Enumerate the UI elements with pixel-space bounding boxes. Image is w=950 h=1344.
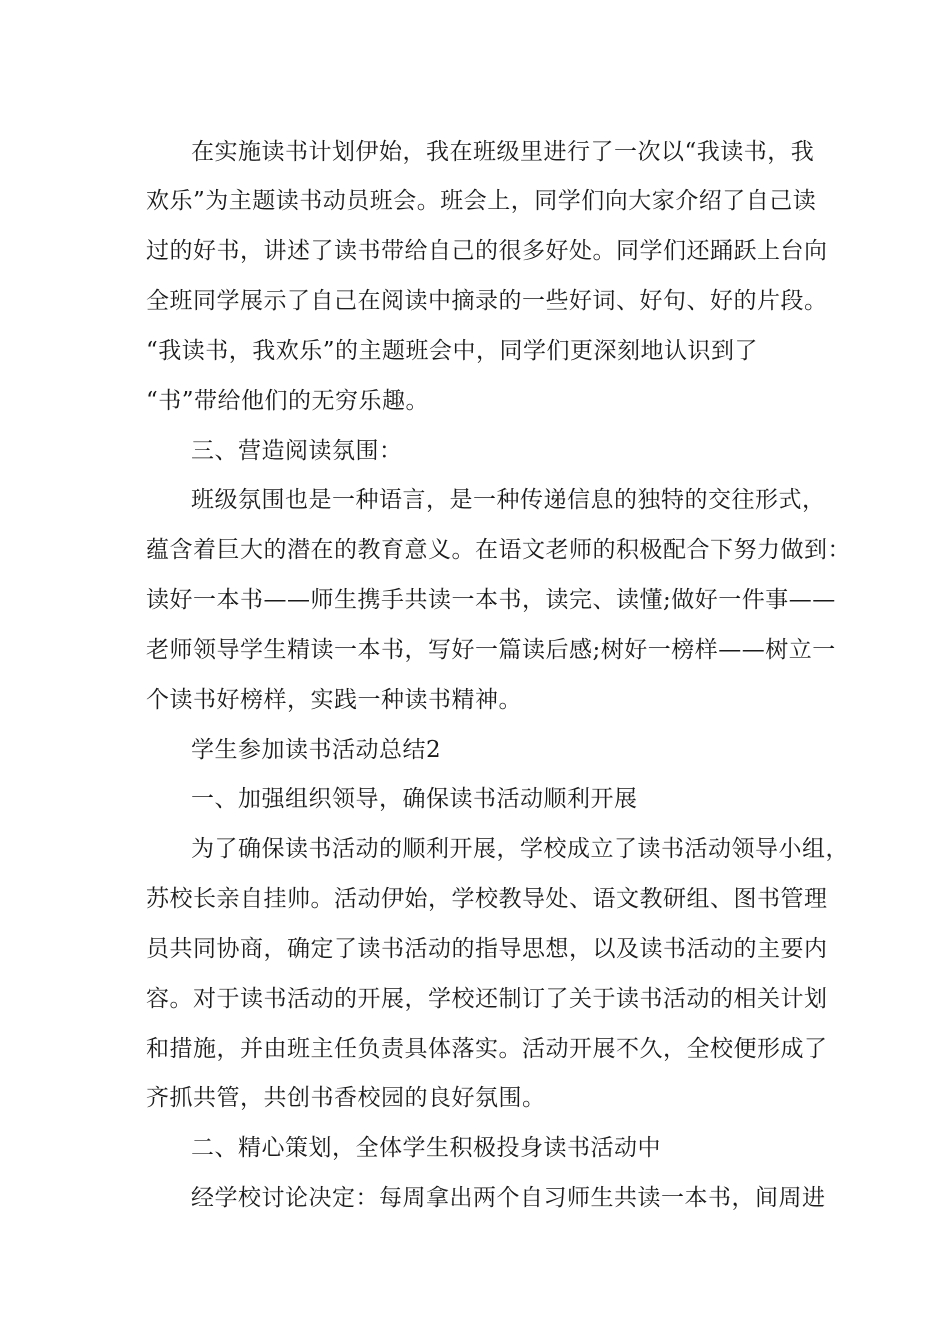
paragraph-line: 过的好书，讲述了读书带给自己的很多好处。同学们还踊跃上台向: [146, 238, 828, 264]
section-heading: 一、加强组织领导，确保读书活动顺利开展: [191, 786, 638, 812]
paragraph-line: 和措施，并由班主任负责具体落实。活动开展不久，全校便形成了: [146, 1036, 828, 1062]
paragraph-line: 经学校讨论决定：每周拿出两个自习师生共读一本书，间周进: [191, 1185, 826, 1211]
paragraph-line: 齐抓共管，共创书香校园的良好氛围。: [146, 1085, 546, 1111]
section-heading: 三、营造阅读氛围：: [191, 438, 403, 464]
paragraph-line: 读好一本书——师生携手共读一本书，读完、读懂;做好一件事——: [146, 587, 836, 613]
paragraph-line: 蕴含着巨大的潜在的教育意义。在语文老师的积极配合下努力做到：: [146, 537, 851, 563]
paragraph-line: 老师领导学生精读一本书，写好一篇读后感;树好一榜样——树立一: [146, 637, 836, 663]
paragraph-line: 班级氛围也是一种语言，是一种传递信息的独特的交往形式，: [191, 487, 826, 513]
paragraph-line: 容。对于读书活动的开展，学校还制订了关于读书活动的相关计划: [146, 986, 828, 1012]
paragraph-line: 欢乐”为主题读书动员班会。班会上，同学们向大家介绍了自己读: [146, 188, 817, 214]
paragraph-line: 为了确保读书活动的顺利开展，学校成立了读书活动领导小组，: [191, 836, 849, 862]
section-heading: 二、精心策划，全体学生积极投身读书活动中: [191, 1135, 661, 1161]
paragraph-line: “我读书，我欢乐”的主题班会中，同学们更深刻地认识到了: [146, 338, 759, 364]
paragraph-line: 在实施读书计划伊始，我在班级里进行了一次以“我读书，我: [191, 139, 815, 165]
document-subtitle: 学生参加读书活动总结2: [191, 737, 442, 763]
paragraph-line: 员共同协商，确定了读书活动的指导思想，以及读书活动的主要内: [146, 936, 828, 962]
paragraph-line: “书”带给他们的无穷乐趣。: [146, 388, 430, 414]
paragraph-line: 个读书好榜样，实践一种读书精神。: [146, 687, 522, 713]
paragraph-line: 苏校长亲自挂帅。活动伊始，学校教导处、语文教研组、图书管理: [146, 886, 828, 912]
paragraph-line: 全班同学展示了自己在阅读中摘录的一些好词、好句、好的片段。: [146, 288, 828, 314]
